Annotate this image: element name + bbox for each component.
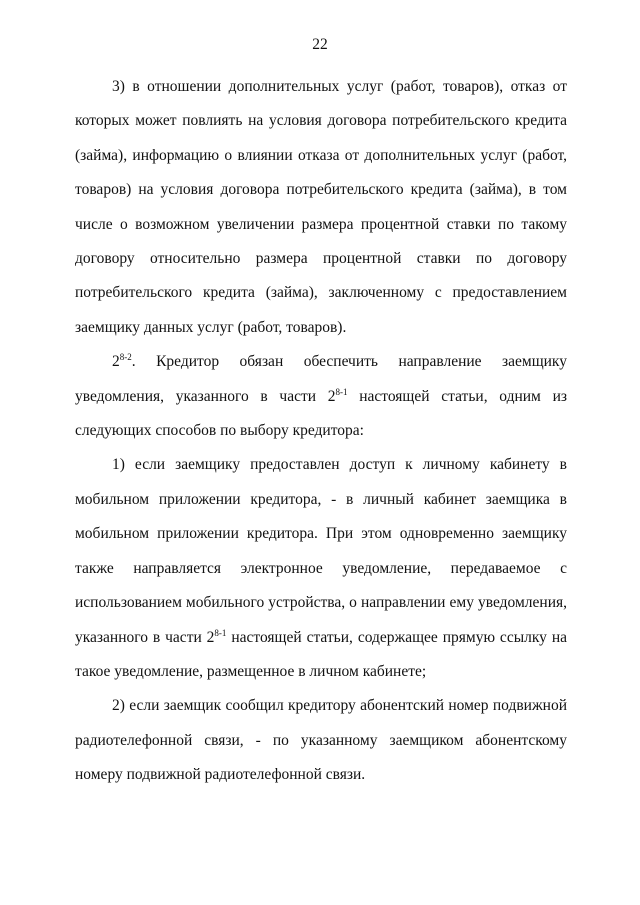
reference-superscript: 8-1 (335, 386, 348, 397)
page-number: 22 (312, 36, 328, 53)
clause-text-part-1: . Кредитор обязан обеспечить направление заемщику уведомления, указанного в части 2 (75, 353, 567, 405)
paragraph-2-8-2 (75, 345, 567, 448)
paragraph-item-2: 2) если заемщик сообщил кредитору абонентский номер подвижной радиотелефонной связи, - по указанному заемщиком абонентскому номеру подвижной радиотелефонной связи. (75, 697, 567, 784)
reference-superscript: 8-1 (214, 627, 227, 638)
paragraph-item-1 (75, 448, 567, 689)
clause-number: 2 (112, 353, 120, 371)
clause-text-part-2: настоящей статьи, одним из следующих способов по выбору кредитора: (75, 387, 567, 440)
document-body (75, 70, 567, 793)
item-1-text-part-2: настоящей статьи, содержащее прямую ссылку на такое уведомление, размещенное в личном кабинете; (75, 628, 567, 680)
clause-superscript: 8-2 (119, 352, 132, 363)
item-1-text-part-1: 1) если заемщику предоставлен доступ к личному кабинету в мобильном приложении кредитора, - в личный кабинет заемщика в мобильном приложении кредитора. При этом одновременно заемщику также направляется электронное уведомление, передаваемое с использованием мобильного устройства, о направлении ему уведомления, указанного в части 2 (75, 456, 567, 646)
paragraph-item-3: 3) в отношении дополнительных услуг (работ, товаров), отказ от которых может повлиять на условия договора потребительского кредита (займа), информацию о влиянии отказа от дополнительных услуг (работ, товаров) на условия договора потребительского кредита (займа), в том числе о возможном увеличении размера процентной ставки по такому договору относительно размера процентной ставки по договору потребительского кредита (займа), заключенному с предоставлением заемщику данных услуг (работ, товаров). (75, 78, 567, 336)
